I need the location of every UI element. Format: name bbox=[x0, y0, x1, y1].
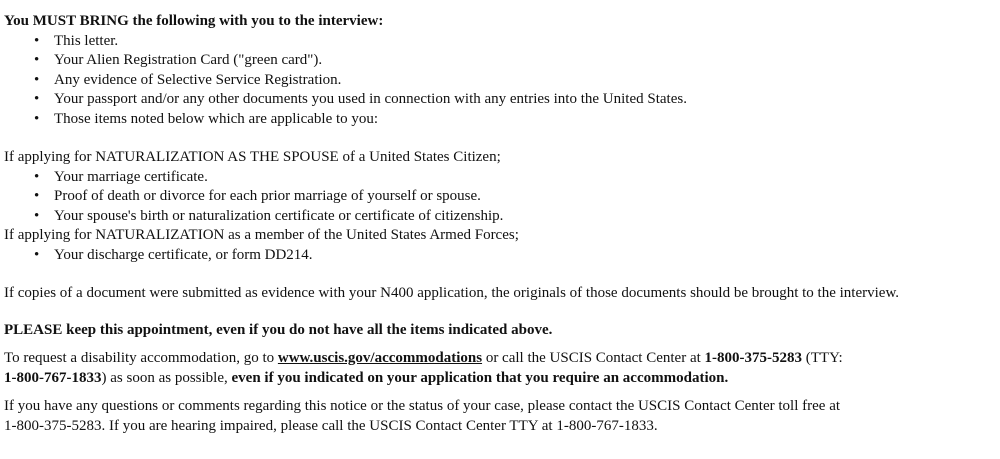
list-item: • Your marriage certificate. bbox=[4, 168, 1000, 188]
bring-list bbox=[4, 32, 1000, 130]
accommodation-paragraph bbox=[4, 349, 1000, 388]
armed-forces-intro: If applying for NATURALIZATION as a member of the United States Armed Forces; bbox=[4, 227, 519, 243]
accommodation-text: ) as soon as possible, bbox=[101, 369, 232, 386]
questions-line: 1-800-375-5283. If you are hearing impaired, please call the USCIS Contact Center TTY at 1-800-767-1833. bbox=[4, 417, 658, 434]
list-item: • Proof of death or divorce for each prior marriage of yourself or spouse. bbox=[4, 187, 1000, 207]
spouse-list bbox=[4, 168, 1000, 227]
tty-phone: 1-800-767-1833 bbox=[4, 369, 102, 386]
list-item: • This letter. bbox=[4, 32, 1000, 52]
contact-center-phone: 1-800-375-5283 bbox=[704, 350, 803, 366]
list-item: • Your Alien Registration Card ("green card"). bbox=[4, 51, 1000, 71]
list-item: • Your passport and/or any other documents you used in connection with any entries into the United States. bbox=[4, 90, 1000, 110]
accommodations-link[interactable]: www.uscis.gov/accommodations bbox=[277, 350, 483, 366]
spacer bbox=[4, 388, 1000, 397]
questions-line: If you have any questions or comments regarding this notice or the status of your case, please contact the USCIS Contact Center toll free at bbox=[4, 398, 841, 414]
list-item: • Your spouse's birth or naturalization certificate or certificate of citizenship. bbox=[4, 207, 1000, 227]
spacer bbox=[4, 265, 1000, 284]
accommodation-text: or call the USCIS Contact Center at bbox=[482, 350, 705, 366]
accommodation-text: To request a disability accommodation, go to bbox=[4, 350, 278, 366]
list-item: • Those items noted below which are applicable to you: bbox=[4, 110, 1000, 130]
spacer bbox=[4, 129, 1000, 148]
accommodation-text: (TTY: bbox=[802, 350, 843, 366]
bring-heading: You MUST BRING the following with you to the interview: bbox=[4, 13, 384, 29]
list-item: • Any evidence of Selective Service Registration. bbox=[4, 71, 1000, 91]
list-item: • Your discharge certificate, or form DD214. bbox=[4, 246, 1000, 266]
spacer bbox=[4, 340, 1000, 349]
copies-note: If copies of a document were submitted as evidence with your N400 application, the originals of those documents should be brought to the interview. bbox=[4, 285, 900, 301]
spouse-intro: If applying for NATURALIZATION AS THE SPOUSE of a United States Citizen; bbox=[4, 149, 501, 165]
accommodation-emphasis: even if you indicated on your application that you require an accommodation. bbox=[231, 369, 729, 386]
spacer bbox=[4, 304, 1000, 321]
keep-appointment-notice: PLEASE keep this appointment, even if you do not have all the items indicated above. bbox=[4, 321, 553, 338]
armed-forces-list bbox=[4, 246, 1000, 266]
